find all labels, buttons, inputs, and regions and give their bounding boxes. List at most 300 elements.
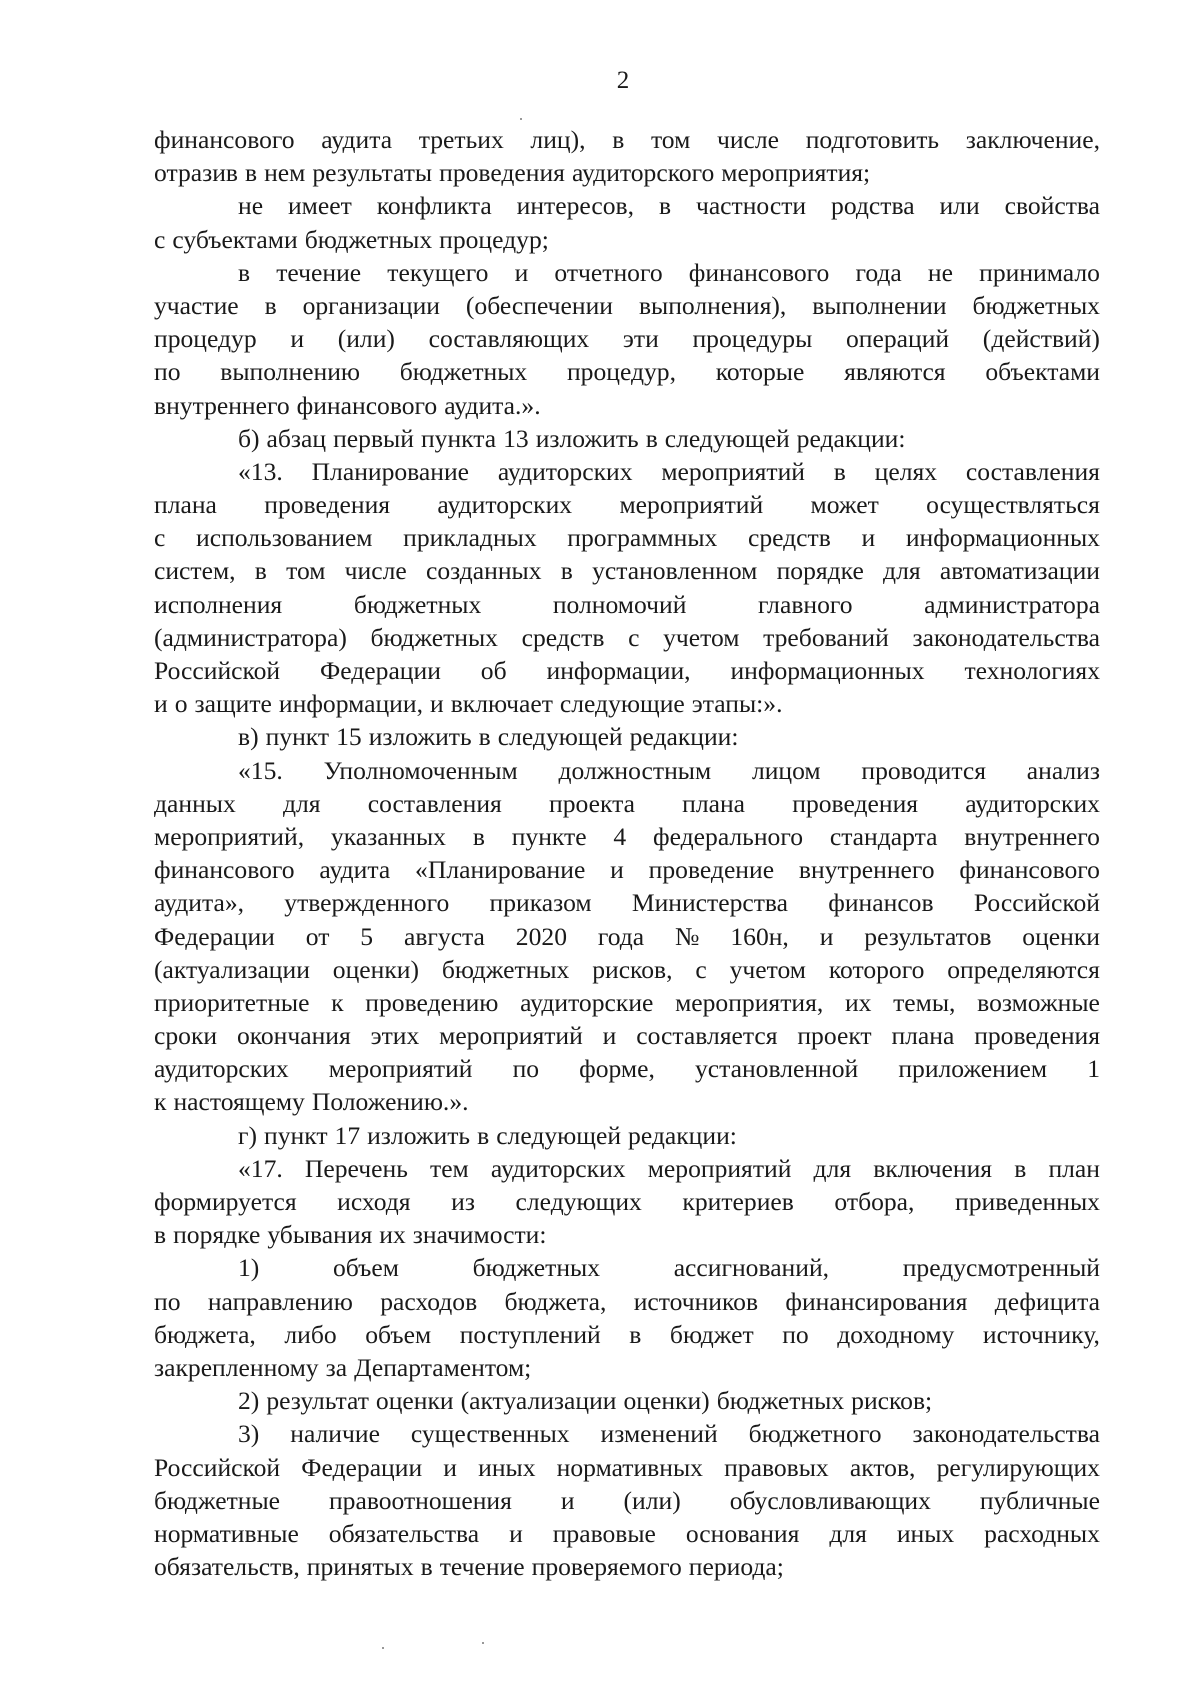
word: третьих xyxy=(418,125,504,154)
word: нем xyxy=(264,158,306,188)
word: не xyxy=(927,257,953,287)
text-line xyxy=(154,754,1100,787)
word: оценки xyxy=(375,1386,454,1416)
word: № xyxy=(675,921,700,951)
word: процедур; xyxy=(439,224,549,254)
word: редакции: xyxy=(629,722,739,752)
word: проведения xyxy=(439,158,565,188)
word: в xyxy=(154,1220,167,1250)
word: не xyxy=(238,191,264,221)
word: подготовить xyxy=(805,125,940,154)
word: порядке xyxy=(173,1220,261,1250)
word: проведения xyxy=(264,490,391,520)
word: составления xyxy=(965,456,1100,486)
word: расходных xyxy=(984,1518,1100,1548)
word: Федерации xyxy=(301,1452,423,1482)
word: с xyxy=(628,622,640,652)
word: финансового xyxy=(688,257,830,287)
word: внутреннего xyxy=(154,390,290,420)
word: бюджетные xyxy=(154,1485,281,1515)
word: в xyxy=(254,556,267,586)
word: в xyxy=(658,191,672,221)
word: указанных xyxy=(330,821,446,851)
word: закрепленному xyxy=(154,1352,319,1382)
word: анализ xyxy=(1026,755,1100,785)
word: (обеспечении xyxy=(465,290,614,320)
word: осуществляться xyxy=(926,490,1100,520)
word: г) xyxy=(238,1120,258,1150)
word: этих xyxy=(370,1021,420,1051)
word: заключение, xyxy=(965,125,1100,154)
word: нормативных xyxy=(556,1452,703,1482)
word: доходному xyxy=(837,1319,955,1349)
word: и xyxy=(602,1021,617,1051)
word: приоритетные xyxy=(154,987,310,1017)
word: информации, xyxy=(278,689,423,719)
word: может xyxy=(810,490,879,520)
word: результаты xyxy=(312,158,433,188)
word: результат xyxy=(266,1386,369,1416)
word: результатов xyxy=(864,921,992,951)
word: федерального xyxy=(653,821,803,851)
word: финансов xyxy=(828,888,934,918)
word: определяются xyxy=(947,954,1100,984)
word: оценки xyxy=(1022,921,1100,951)
word: должностным xyxy=(558,755,712,785)
word: их xyxy=(844,987,872,1017)
word: следующей xyxy=(496,1120,622,1150)
text-line xyxy=(154,920,1100,953)
word: с xyxy=(154,523,166,553)
word: проекта xyxy=(549,788,635,818)
word: отчетного xyxy=(554,257,663,287)
word: мероприятий xyxy=(439,1021,583,1051)
word: 15 xyxy=(336,722,362,752)
word: изложить xyxy=(367,1120,471,1150)
word: следующих xyxy=(515,1187,642,1216)
text-line xyxy=(154,1484,1100,1517)
word: информационных xyxy=(905,523,1100,553)
word: за xyxy=(325,1352,348,1382)
word: средств xyxy=(747,523,831,553)
word: изложить xyxy=(368,722,472,752)
page-number: 2 xyxy=(616,67,630,94)
text-line xyxy=(154,588,1100,621)
word: в xyxy=(264,290,277,320)
word: «17. xyxy=(238,1153,283,1183)
word: данных xyxy=(154,788,236,818)
text-line xyxy=(154,720,1100,753)
word: года xyxy=(855,257,902,287)
word: формируется xyxy=(154,1187,297,1216)
word: оценки) xyxy=(332,954,419,984)
word: лиц), xyxy=(530,125,586,154)
word: аудита», xyxy=(154,888,245,918)
word: и xyxy=(429,689,444,719)
word: главного xyxy=(757,589,853,619)
word: б) xyxy=(238,423,260,453)
text-line xyxy=(154,1251,1100,1284)
word: следующей xyxy=(664,423,790,453)
word: настоящему xyxy=(173,1087,305,1117)
word: составляющих xyxy=(428,324,590,354)
word: являются xyxy=(844,357,946,387)
word: источнику, xyxy=(982,1319,1100,1349)
word: темы, xyxy=(893,987,956,1017)
text-line xyxy=(154,820,1100,853)
word: приведенных xyxy=(955,1187,1100,1216)
word: 4 xyxy=(613,821,627,851)
text-line xyxy=(154,521,1100,554)
word: рисков, xyxy=(592,954,673,984)
word: Федерации xyxy=(154,921,275,951)
word: том xyxy=(286,556,326,586)
word: пункт xyxy=(264,1120,328,1150)
text-line xyxy=(154,1119,1100,1152)
word: технологиях xyxy=(964,656,1100,685)
word: эти xyxy=(622,324,659,354)
word: (или) xyxy=(337,324,395,354)
word: сроки xyxy=(154,1021,218,1051)
word: внутреннего xyxy=(798,855,935,885)
word: для xyxy=(282,788,321,818)
word: финансового xyxy=(154,855,295,885)
word: 17 xyxy=(334,1120,361,1150)
word: (или) xyxy=(623,1485,681,1515)
word: бюджетных xyxy=(716,1386,845,1416)
word: по xyxy=(782,1319,809,1349)
word: информационных xyxy=(730,656,925,685)
word: финансового xyxy=(959,855,1100,885)
word: операций xyxy=(846,324,950,354)
word: изложить xyxy=(535,423,639,453)
word: по xyxy=(154,1286,181,1316)
text-line xyxy=(154,1152,1100,1185)
word: возможные xyxy=(977,987,1100,1017)
word: и xyxy=(560,1485,575,1515)
word: бюджетного xyxy=(748,1419,882,1449)
word: Уполномоченным xyxy=(323,755,518,785)
word: проводится xyxy=(861,755,986,785)
word: в xyxy=(645,423,658,453)
word: и xyxy=(514,257,529,287)
word: в xyxy=(477,1120,490,1150)
word: проведению xyxy=(365,987,499,1017)
word: регулирующих xyxy=(936,1452,1100,1482)
word: течение xyxy=(276,257,362,287)
word: следующие xyxy=(559,689,685,719)
word: для xyxy=(813,1153,852,1183)
word: учетом xyxy=(663,622,740,652)
word: 1) xyxy=(238,1253,260,1283)
text-line xyxy=(154,853,1100,886)
word: объектами xyxy=(985,357,1100,387)
scan-speck xyxy=(520,118,522,120)
word: рисков; xyxy=(851,1386,933,1416)
text-line xyxy=(154,687,1100,720)
word: финансового xyxy=(296,390,438,420)
word: и xyxy=(610,855,624,885)
word: с xyxy=(695,954,707,984)
word: года xyxy=(597,921,645,951)
word: правовые xyxy=(552,1518,656,1548)
word: нормативные xyxy=(154,1518,299,1548)
word: аудита xyxy=(321,125,393,154)
word: свойства xyxy=(1004,191,1100,221)
word: в xyxy=(1014,1153,1027,1183)
word: обязательства xyxy=(328,1518,480,1548)
word: утвержденного xyxy=(284,888,450,918)
word: том xyxy=(650,125,691,154)
word: финансирования xyxy=(785,1286,968,1316)
word: бюджетных xyxy=(441,954,570,984)
word: оценки) xyxy=(623,1386,710,1416)
word: процедур, xyxy=(566,357,677,387)
text-line xyxy=(154,787,1100,820)
text-line xyxy=(154,455,1100,488)
word: которого xyxy=(828,954,925,984)
text-line xyxy=(154,1550,1100,1583)
word: в) xyxy=(238,722,259,752)
word: объем xyxy=(365,1319,432,1349)
word: установленной xyxy=(694,1054,859,1084)
word: принимало xyxy=(979,257,1100,287)
word: прикладных xyxy=(403,523,537,553)
word: первый xyxy=(333,423,414,453)
word: включает xyxy=(450,689,553,719)
word: дефицита xyxy=(994,1286,1100,1316)
word: убывания xyxy=(267,1220,373,1250)
word: публичные xyxy=(979,1485,1100,1515)
word: или xyxy=(939,191,980,221)
word: в xyxy=(478,722,491,752)
word: пункте xyxy=(511,821,587,851)
word: числе xyxy=(344,556,407,586)
word: обусловливающих xyxy=(729,1485,931,1515)
word: стандарта xyxy=(829,821,938,851)
word: составляется xyxy=(636,1021,778,1051)
word: защите xyxy=(194,689,272,719)
text-line xyxy=(154,355,1100,388)
text-line xyxy=(154,1052,1100,1085)
word: исходя xyxy=(337,1187,411,1216)
text-line xyxy=(154,322,1100,355)
word: аудиторских xyxy=(965,788,1100,818)
word: «15. xyxy=(238,755,283,785)
word: источников xyxy=(633,1286,759,1316)
text-line xyxy=(154,1384,1100,1417)
word: предусмотренный xyxy=(902,1253,1100,1283)
text-line xyxy=(154,422,1100,455)
word: в xyxy=(560,556,573,586)
word: текущего xyxy=(387,257,489,287)
word: правоотношения xyxy=(328,1485,512,1515)
word: «13. xyxy=(238,456,283,486)
word: ассигнований, xyxy=(673,1253,830,1283)
word: в xyxy=(245,158,258,188)
text-line xyxy=(154,1451,1100,1484)
word: включения xyxy=(873,1153,993,1183)
word: и xyxy=(819,921,834,951)
word: Положению.». xyxy=(311,1087,469,1117)
word: следующей xyxy=(497,722,623,752)
word: этапы:». xyxy=(691,689,783,719)
word: план xyxy=(1048,1153,1100,1183)
word: бюджетных xyxy=(399,357,528,387)
word: порядке xyxy=(776,556,864,586)
word: законодательства xyxy=(912,1419,1100,1449)
text-line xyxy=(154,986,1100,1019)
word: Федерации xyxy=(320,656,441,685)
word: составления xyxy=(367,788,502,818)
word: имеет xyxy=(287,191,352,221)
word: организации xyxy=(302,290,440,320)
word: абзац xyxy=(266,423,327,453)
word: для xyxy=(829,1518,867,1548)
word: в xyxy=(420,1552,433,1582)
word: «Планирование xyxy=(415,855,586,885)
word: информации, xyxy=(546,656,691,685)
word: правовых xyxy=(724,1452,829,1482)
word: учетом xyxy=(729,954,806,984)
word: (действий) xyxy=(982,324,1100,354)
word: и xyxy=(290,324,305,354)
word: выполнении xyxy=(812,290,947,320)
word: значимости: xyxy=(412,1220,547,1250)
word: их xyxy=(379,1220,406,1250)
word: обязательств, xyxy=(154,1552,300,1582)
word: бюджетных xyxy=(370,622,498,652)
word: законодательства xyxy=(912,622,1100,652)
text-line xyxy=(154,1085,1100,1118)
word: аудита xyxy=(319,855,391,885)
word: проведение xyxy=(648,855,775,885)
word: к xyxy=(331,987,344,1017)
word: процедуры xyxy=(692,324,813,354)
word: интересов, xyxy=(516,191,635,221)
word: проект xyxy=(797,1021,872,1051)
word: администратора xyxy=(924,589,1100,619)
word: проведения xyxy=(974,1021,1100,1051)
word: (актуализации xyxy=(460,1386,617,1416)
word: бюджетных xyxy=(304,224,433,254)
word: расходов xyxy=(380,1286,478,1316)
text-line xyxy=(154,223,1100,256)
word: форме, xyxy=(579,1054,655,1084)
word: лицом xyxy=(751,755,821,785)
word: пункт xyxy=(265,722,330,752)
word: 3) xyxy=(238,1419,260,1449)
word: аудиторских xyxy=(154,1054,289,1084)
word: Российской xyxy=(154,656,281,685)
word: мероприятий, xyxy=(154,821,305,851)
text-line xyxy=(154,488,1100,521)
text-line xyxy=(154,156,1100,189)
word: в xyxy=(612,125,625,154)
word: с xyxy=(154,224,166,254)
word: 5 xyxy=(360,921,374,951)
word: мероприятия; xyxy=(721,158,871,188)
word: о xyxy=(174,689,188,719)
word: течение xyxy=(439,1552,525,1582)
text-line xyxy=(154,1019,1100,1052)
text-line xyxy=(154,189,1100,222)
word: иных xyxy=(478,1452,536,1482)
word: использованием xyxy=(196,523,373,553)
word: финансового xyxy=(154,125,295,154)
word: августа xyxy=(403,921,485,951)
word: поступлений xyxy=(459,1319,601,1349)
word: в xyxy=(833,456,846,486)
text-line xyxy=(154,1285,1100,1318)
word: и xyxy=(443,1452,457,1482)
word: и xyxy=(509,1518,523,1548)
word: приказом xyxy=(489,888,592,918)
word: к xyxy=(154,1087,167,1117)
word: принятых xyxy=(306,1552,414,1582)
word: выполнению xyxy=(220,357,361,387)
word: мероприятий xyxy=(661,456,806,486)
text-line xyxy=(154,654,1100,687)
word: по xyxy=(512,1054,540,1084)
text-line xyxy=(154,1417,1100,1450)
word: существенных xyxy=(410,1419,570,1449)
word: по xyxy=(154,357,181,387)
word: 2020 xyxy=(515,921,567,951)
word: Российской xyxy=(154,1452,281,1482)
word: систем, xyxy=(154,556,236,586)
word: пункта xyxy=(420,423,497,453)
word: отразив xyxy=(154,158,239,188)
text-line xyxy=(154,1517,1100,1550)
text-line xyxy=(154,1218,1100,1251)
word: родства xyxy=(831,191,915,221)
word: внутреннего xyxy=(964,821,1100,851)
word: аудиторских xyxy=(490,1153,626,1183)
word: Министерства xyxy=(631,888,789,918)
word: направлению xyxy=(207,1286,353,1316)
word: плана xyxy=(891,1021,955,1051)
word: актов, xyxy=(849,1452,916,1482)
text-line xyxy=(154,1318,1100,1351)
word: 2) xyxy=(238,1386,260,1416)
word: мероприятия, xyxy=(675,987,824,1017)
word: процедур xyxy=(154,324,257,354)
word: Департаментом; xyxy=(354,1352,532,1382)
document-body xyxy=(154,123,1100,1583)
text-line xyxy=(154,123,1100,156)
word: 160н, xyxy=(730,921,789,951)
word: окончания xyxy=(236,1021,351,1051)
word: редакции: xyxy=(796,423,906,453)
word: (администратора) xyxy=(154,622,347,652)
scan-speck xyxy=(382,1647,384,1649)
word: 13 xyxy=(503,423,529,453)
word: конфликта xyxy=(376,191,492,221)
word: субъектами xyxy=(172,224,298,254)
text-line xyxy=(154,1185,1100,1218)
word: плана xyxy=(154,490,217,520)
word: бюджета, xyxy=(154,1319,256,1349)
word: в xyxy=(472,821,485,851)
text-line xyxy=(154,554,1100,587)
word: которые xyxy=(715,357,805,387)
word: и xyxy=(861,523,876,553)
word: аудиторского xyxy=(571,158,715,188)
word: Российской xyxy=(973,888,1100,918)
word: 1 xyxy=(1087,1054,1100,1084)
word: выполнения), xyxy=(638,290,787,320)
